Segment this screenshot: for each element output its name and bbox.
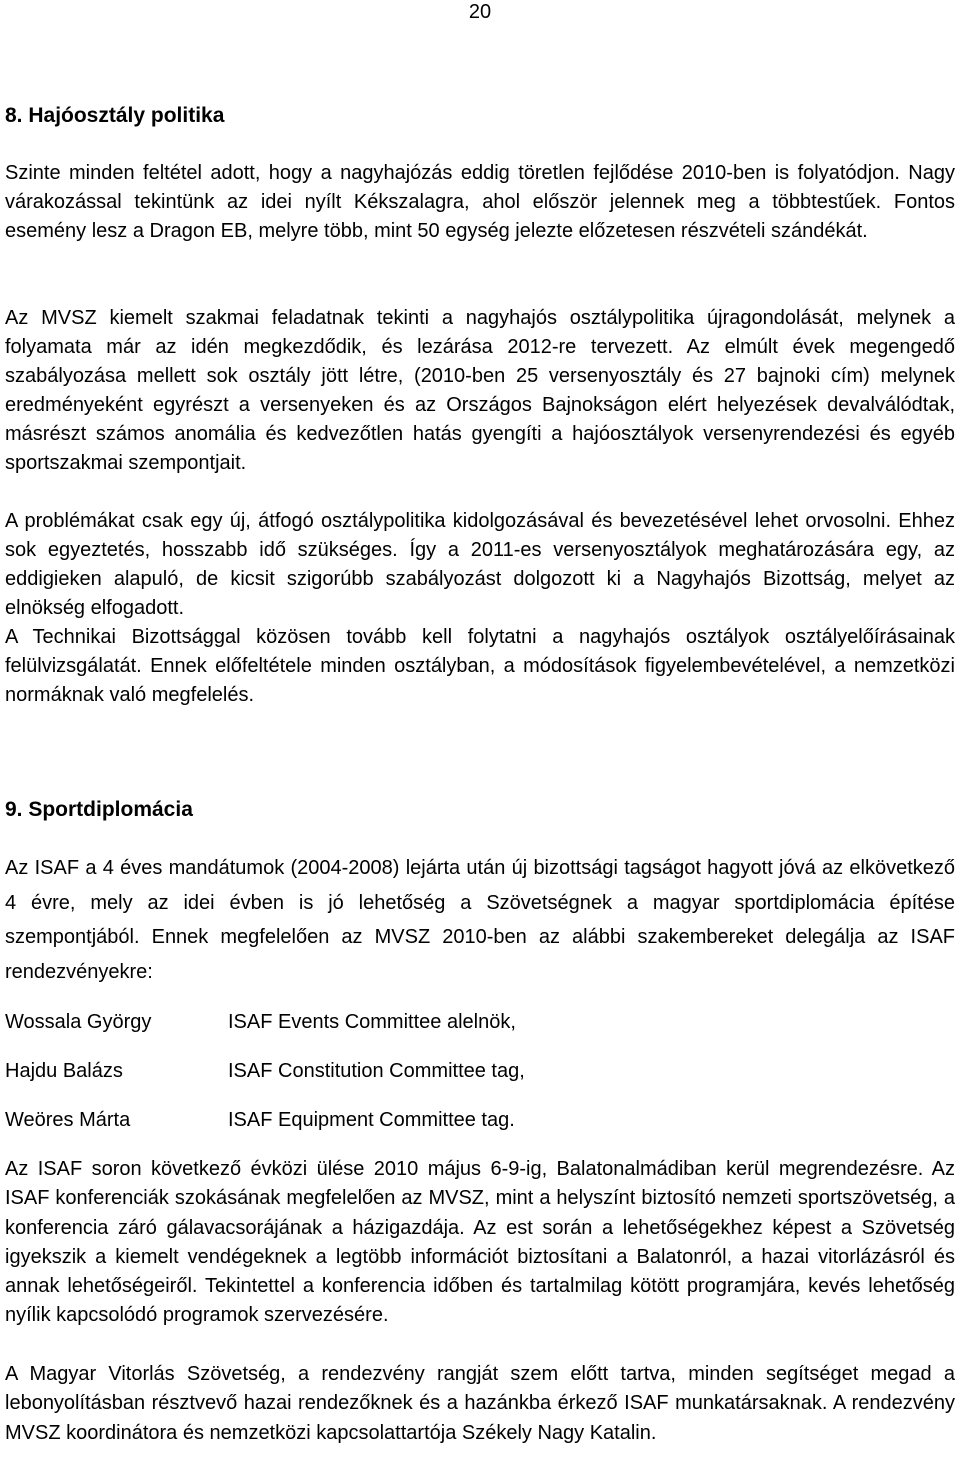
delegate-name: Wossala György: [5, 1011, 152, 1033]
paragraph-8-2: Az MVSZ kiemelt szakmai feladatnak tekinti a nagyhajós osztálypolitika újragondolását, melynek a folyamata már az idén megkezdődik, és lezárása 2012-re tervezett. Az elmúlt évek megengedő szabályozása mellett sok osztály jött létre, (2010-ben 25 versenyosztály és 27 bajnoki cím) melynek eredményeként egyrészt a versenyeken és az Országos Bajnokságon elért helyezések devalválódtak, másrészt számos anomália és kedvezőtlen hatás gyengíti a hajóosztályok versenyrendezési és egyéb sportszakmai szempontjait.: [5, 307, 955, 474]
paragraph-8-3: A problémákat csak egy új, átfogó osztálypolitika kidolgozásával és bevezetésével lehet orvosolni. Ehhez sok egyeztetés, hosszabb idő szükséges. Így a 2011-es versenyosztályok meghatározására egy, az eddigieken alapuló, de kicsit szigorúbb szabályozást dolgozott ki a Nagyhajós Bizottság, melyet az elnökség elfogadott.: [5, 510, 955, 619]
paragraph-8-1: Szinte minden feltétel adott, hogy a nagyhajózás eddig töretlen fejlődése 2010-ben is folyatódjon. Nagy várakozással tekintünk az idei nyílt Kékszalagra, ahol először jelennek meg a többtestűek. Fontos esemény lesz a Dragon EB, melyre több, mint 50 egység jelezte előzetesen részvételi szándékát.: [5, 162, 955, 242]
delegate-name: Hajdu Balázs: [5, 1060, 123, 1082]
page-number: 20: [468, 1, 492, 23]
delegate-role: ISAF Constitution Committee tag,: [228, 1060, 525, 1082]
delegate-role: ISAF Events Committee alelnök,: [228, 1011, 516, 1033]
paragraph-8-4: A Technikai Bizottsággal közösen tovább kell folytatni a nagyhajós osztályok osztályelőírásainak felülvizsgálatát. Ennek előfeltétele minden osztályban, a módosítások figyelembevételével, a nemzetközi normáknak való megfelelés.: [5, 626, 955, 706]
section-heading-8: 8. Hajóosztály politika: [5, 104, 225, 127]
delegate-role: ISAF Equipment Committee tag.: [228, 1109, 515, 1131]
paragraph-9-intro: Az ISAF a 4 éves mandátumok (2004-2008) lejárta után új bizottsági tagságot hagyott jóvá az elkövetkező 4 évre, mely az idei évben is jó lehetőség a Szövetségnek a magyar sportdiplomácia építése szempontjából. Ennek megfelelően az MVSZ 2010-ben az alábbi szakembereket delegálja az ISAF rendezvényekre:: [5, 857, 955, 983]
delegate-name: Weöres Márta: [5, 1109, 131, 1131]
section-heading-9: 9. Sportdiplomácia: [5, 798, 193, 821]
paragraph-9-1: Az ISAF soron következő évközi ülése 2010 május 6-9-ig, Balatonalmádiban kerül megrendezésre. Az ISAF konferenciák szokásának megfelelően az MVSZ, mint a helyszínt biztosító nemzeti sportszövetség, a konferencia záró gálavacsorájának a házigazdája. Az est során a lehetőségekhez képest a Szövetség igyekszik a kiemelt vendégeknek a legtöbb információt biztosítani a Balatonról, a hazai vitorlázásról és annak lehetőségeiről. Tekintettel a konferencia időben és tartalmilag kötött programjára, kevés lehetőség nyílik kapcsolódó programok szervezésére.: [5, 1158, 955, 1327]
paragraph-9-2: A Magyar Vitorlás Szövetség, a rendezvény rangját szem előtt tartva, minden segítséget megad a lebonyolításban résztvevő hazai rendezőknek és a hazánkba érkező ISAF munkatársaknak. A rendezvény MVSZ koordinátora és nemzetközi kapcsolattartója Székely Nagy Katalin.: [5, 1363, 955, 1444]
